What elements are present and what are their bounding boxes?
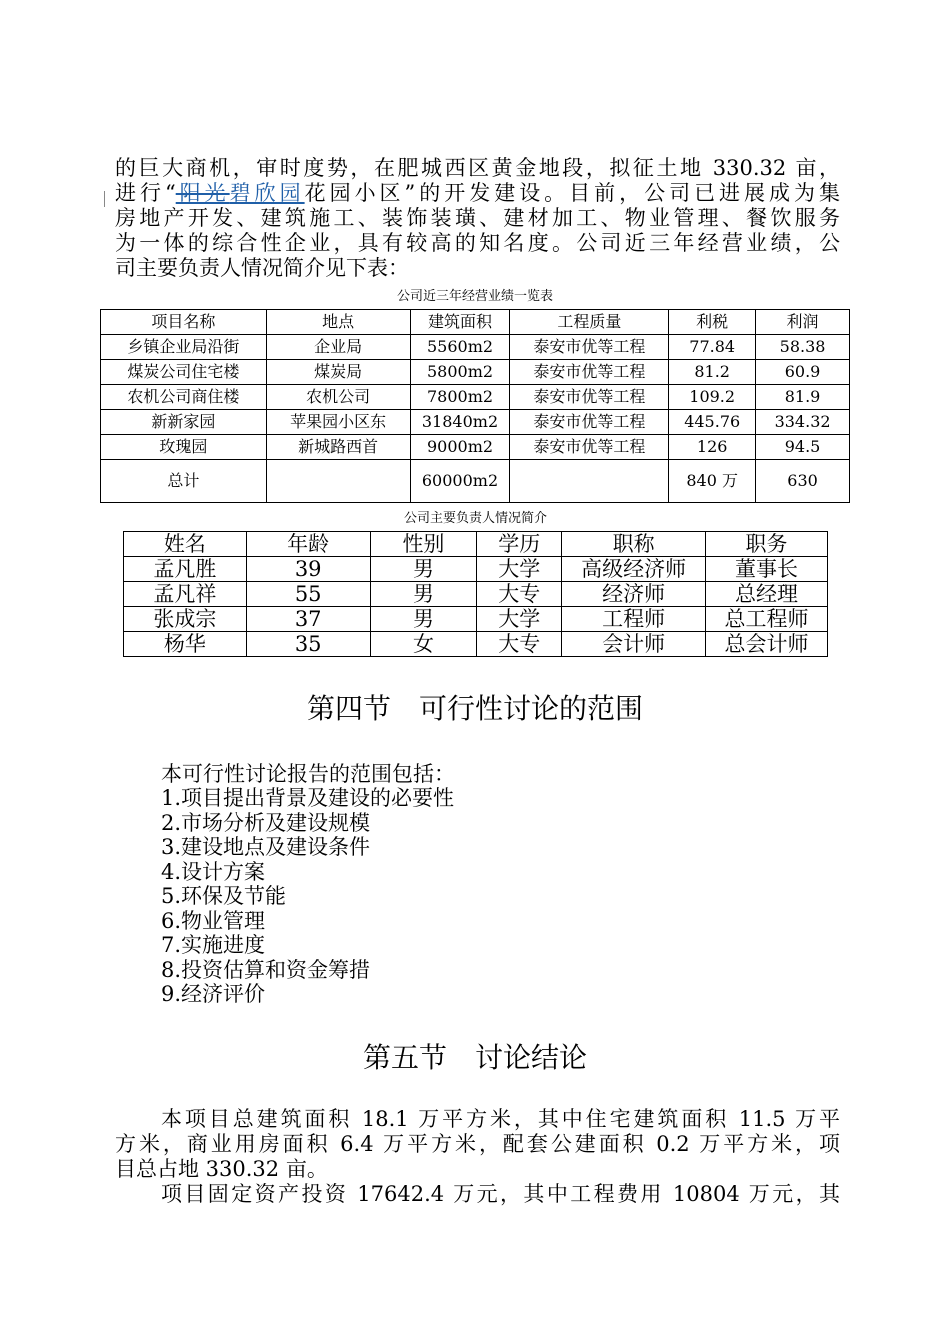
person-table (123, 531, 828, 657)
table-cell: 泰安市优等工程 (510, 435, 669, 460)
table-cell: 工程质量 (510, 310, 669, 335)
table-cell: 女 (370, 632, 477, 657)
table-cell: 学历 (477, 532, 562, 557)
text-cursor-marker (104, 191, 105, 207)
table-cell: 630 (756, 460, 850, 503)
list-item: 3.建设地点及建设条件 (161, 835, 371, 859)
table-cell: 地点 (266, 310, 410, 335)
table-cell: 煤炭公司住宅楼 (101, 360, 267, 385)
table-cell: 9000m2 (410, 435, 510, 460)
conclusion-line-3: 目总占地 330.32 亩。 (115, 1157, 328, 1181)
intro-line-5: 司主要负责人情况简介见下表： (115, 256, 409, 280)
table-cell: 会计师 (562, 632, 706, 657)
table-cell: 大学 (477, 557, 562, 582)
person-table-caption: 公司主要负责人情况简介 (403, 511, 547, 526)
table-header-row (124, 532, 828, 557)
table-cell: 5800m2 (410, 360, 510, 385)
table-cell: 董事长 (706, 557, 828, 582)
intro-line-3: 房地产开发、建筑施工、装饰装璜、建材加工、物业管理、餐饮服务 (115, 206, 840, 230)
table-cell: 高级经济师 (562, 557, 706, 582)
table-cell: 职称 (562, 532, 706, 557)
table-cell: 农机公司 (266, 385, 410, 410)
table-cell: 总计 (101, 460, 267, 503)
table-cell: 总经理 (706, 582, 828, 607)
table-total-row (101, 460, 850, 503)
table-cell: 39 (246, 557, 370, 582)
list-item: 7.实施进度 (161, 933, 266, 957)
table-cell: 334.32 (756, 410, 850, 435)
table-cell: 7800m2 (410, 385, 510, 410)
table-cell: 60.9 (756, 360, 850, 385)
table-cell: 经济师 (562, 582, 706, 607)
conclusion-paragraph-1 (115, 1107, 840, 1182)
project-name-link[interactable]: 阳光碧欣园 (175, 181, 305, 205)
section4-title: 第四节 可行性讨论的范围 (306, 692, 643, 725)
table-cell: 5560m2 (410, 335, 510, 360)
intro-line-4: 为一体的综合性企业，具有较高的知名度。公司近三年经营业绩，公 (115, 231, 840, 255)
intro-line-2: 进行“阳光碧欣园花园小区”的开发建设。目前，公司已进展成为集 (115, 181, 840, 205)
table-cell: 工程师 (562, 607, 706, 632)
intro-paragraph (115, 156, 840, 281)
table-cell: 男 (370, 607, 477, 632)
conclusion-line-2: 方米，商业用房面积 6.4 万平方米，配套公建面积 0.2 万平方米，项 (115, 1132, 840, 1156)
table-cell: 60000m2 (410, 460, 510, 503)
list-item: 8.投资估算和资金筹措 (161, 957, 371, 982)
table-cell: 总会计师 (706, 632, 828, 657)
table-row (101, 410, 850, 435)
table-cell (510, 460, 669, 503)
table-cell: 31840m2 (410, 410, 510, 435)
table-cell: 81.9 (756, 385, 850, 410)
table-cell: 泰安市优等工程 (510, 335, 669, 360)
table-cell: 35 (246, 632, 370, 657)
table-cell: 利润 (756, 310, 850, 335)
table-cell: 37 (246, 607, 370, 632)
table-cell: 新新家园 (101, 410, 267, 435)
table-cell: 大学 (477, 607, 562, 632)
conclusion-paragraph-2 (115, 1182, 840, 1207)
table-cell: 张成宗 (124, 607, 247, 632)
conclusion-line-4: 项目固定资产投资 17642.4 万元，其中工程费用 10804 万元，其 (161, 1182, 840, 1206)
scope-list (161, 786, 454, 1007)
table-cell: 男 (370, 557, 477, 582)
table-cell: 840 万 (669, 460, 756, 503)
table-cell: 大专 (477, 632, 562, 657)
performance-table-caption: 公司近三年经营业绩一览表 (396, 289, 553, 304)
table-cell: 企业局 (266, 335, 410, 360)
list-item: 6.物业管理 (161, 908, 266, 933)
table-cell: 126 (669, 435, 756, 460)
table-cell: 项目名称 (101, 310, 267, 335)
intro-line-1: 的巨大商机，审时度势，在肥城西区黄金地段，拟征土地 330.32 亩， (115, 156, 840, 180)
table-cell: 泰安市优等工程 (510, 360, 669, 385)
table-row (124, 557, 828, 582)
list-item: 4.设计方案 (161, 859, 266, 884)
section5-title: 第五节 讨论结论 (362, 1041, 587, 1074)
table-row (124, 582, 828, 607)
table-cell: 苹果园小区东 (266, 410, 410, 435)
table-cell: 建筑面积 (410, 310, 510, 335)
table-cell: 玫瑰园 (101, 435, 267, 460)
table-cell: 445.76 (669, 410, 756, 435)
table-cell: 农机公司商住楼 (101, 385, 267, 410)
list-item: 1.项目提出背景及建设的必要性 (161, 786, 455, 810)
table-cell: 55 (246, 582, 370, 607)
conclusion-line-1: 本项目总建筑面积 18.1 万平方米，其中住宅建筑面积 11.5 万平 (161, 1107, 840, 1131)
table-cell: 乡镇企业局沿街 (101, 335, 267, 360)
table-row (101, 360, 850, 385)
table-cell: 孟凡胜 (124, 557, 247, 582)
table-cell: 姓名 (124, 532, 247, 557)
table-cell: 94.5 (756, 435, 850, 460)
table-cell: 泰安市优等工程 (510, 410, 669, 435)
list-item: 2.市场分析及建设规模 (161, 810, 371, 835)
table-row (124, 632, 828, 657)
table-cell: 年龄 (246, 532, 370, 557)
table-cell: 孟凡祥 (124, 582, 247, 607)
list-item: 5.环保及节能 (161, 884, 287, 908)
table-cell: 总工程师 (706, 607, 828, 632)
table-cell: 81.2 (669, 360, 756, 385)
list-item: 9.经济评价 (161, 982, 266, 1006)
table-cell: 58.38 (756, 335, 850, 360)
table-cell: 男 (370, 582, 477, 607)
table-cell: 杨华 (124, 632, 247, 657)
table-cell (266, 460, 410, 503)
table-cell: 利税 (669, 310, 756, 335)
table-cell: 煤炭局 (266, 360, 410, 385)
table-row (101, 335, 850, 360)
performance-table (100, 309, 850, 503)
table-row (124, 607, 828, 632)
table-cell: 职务 (706, 532, 828, 557)
table-cell: 77.84 (669, 335, 756, 360)
table-cell: 新城路西首 (266, 435, 410, 460)
table-cell: 性别 (370, 532, 477, 557)
table-row (101, 385, 850, 410)
section4-intro: 本可行性讨论报告的范围包括： (161, 762, 455, 786)
table-cell: 大专 (477, 582, 562, 607)
table-cell: 109.2 (669, 385, 756, 410)
table-header-row (101, 310, 850, 335)
table-row (101, 435, 850, 460)
table-cell: 泰安市优等工程 (510, 385, 669, 410)
